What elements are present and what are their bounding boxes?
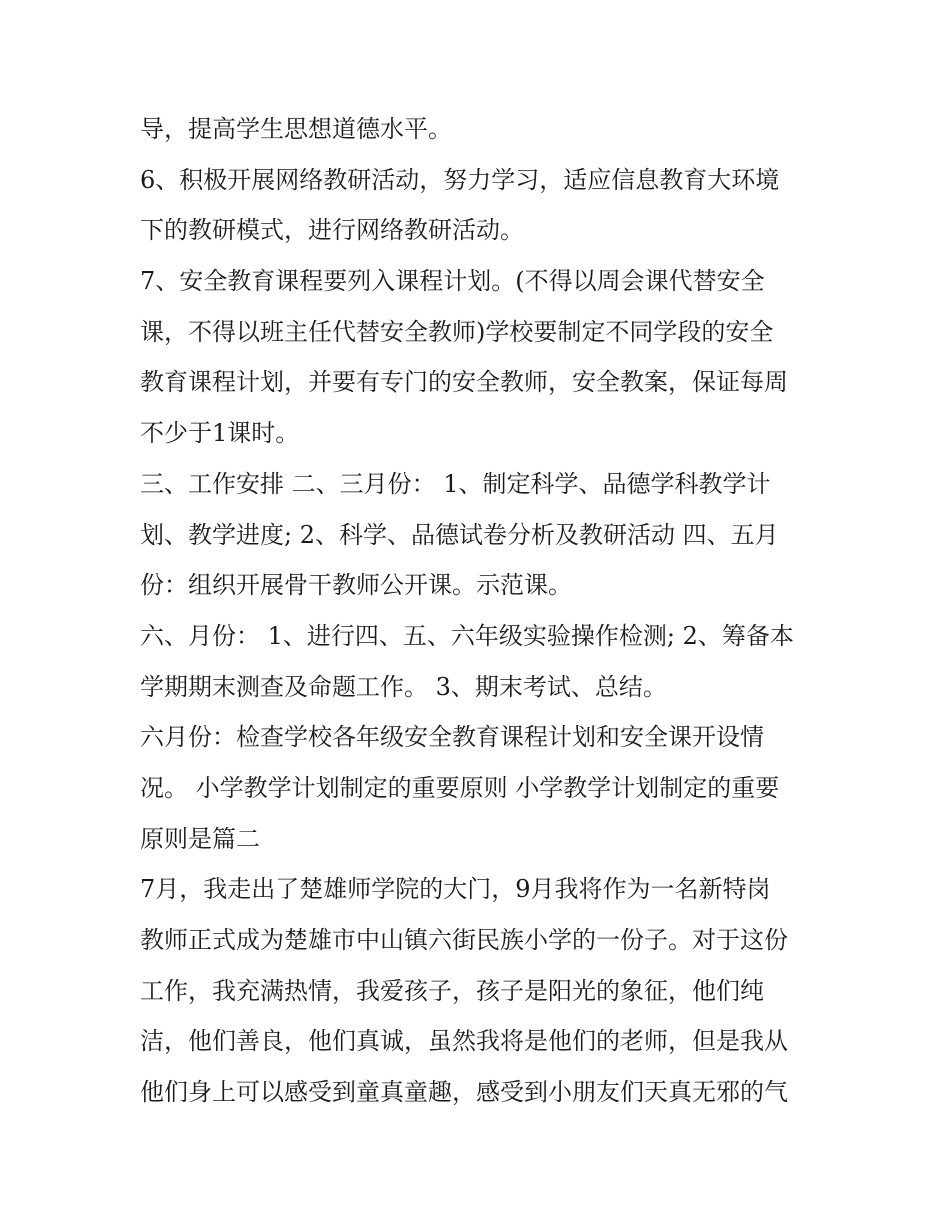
text-line-5: 课，不得以班主任代替安全教师)学校要制定不同学段的安全 (140, 317, 774, 346)
text-line-14: 况。 小学教学计划制定的重要原则 小学教学计划制定的重要 (140, 773, 780, 802)
text-line-4: 7、安全教育课程要列入课程计划。(不得以周会课代替安全 (140, 267, 765, 296)
text-line-17: 教师正式成为楚雄市中山镇六街民族小学的一份子。对于这份 (140, 926, 788, 954)
text-line-3: 下的教研模式，进行网络教研活动。 (140, 216, 524, 245)
text-line-10: 份：组织开展骨干教师公开课。示范课。 (140, 571, 572, 600)
text-line-19: 洁，他们善良，他们真诚，虽然我将是他们的老师，但是我从 (140, 1027, 788, 1056)
text-line-16: 7月，我走出了楚雄师学院的大门，9月我将作为一名新特岗 (140, 875, 771, 904)
text-line-20: 他们身上可以感受到童真童趣，感受到小朋友们天真无邪的气 (140, 1078, 788, 1107)
text-line-8: 三、工作安排 二、三月份： 1、制定科学、品德学科教学计 (140, 469, 771, 498)
text-line-6: 教育课程计划，并要有专门的安全教师，安全教案，保证每周 (140, 368, 788, 397)
text-line-13: 六月份：检查学校各年级安全教育课程计划和安全课开设情 (140, 723, 764, 752)
text-line-18: 工作，我充满热情，我爱孩子，孩子是阳光的象征，他们纯 (140, 976, 764, 1005)
text-line-7: 不少于1课时。 (140, 419, 300, 448)
text-line-1: 导，提高学生思想道德水平。 (140, 115, 452, 143)
text-line-12: 学期期末测查及命题工作。 3、期末考试、总结。 (140, 672, 667, 701)
text-line-2: 6、积极开展网络教研活动，努力学习，适应信息教育大环境 (140, 165, 780, 194)
text-line-11: 六、月份： 1、进行四、五、六年级实验操作检测; 2、筹备本 (140, 621, 794, 650)
document-body (140, 104, 820, 1118)
text-line-9: 划、教学进度; 2、科学、品德试卷分析及教研活动 四、五月 (140, 520, 779, 549)
text-line-15: 原则是篇二 (140, 824, 260, 853)
